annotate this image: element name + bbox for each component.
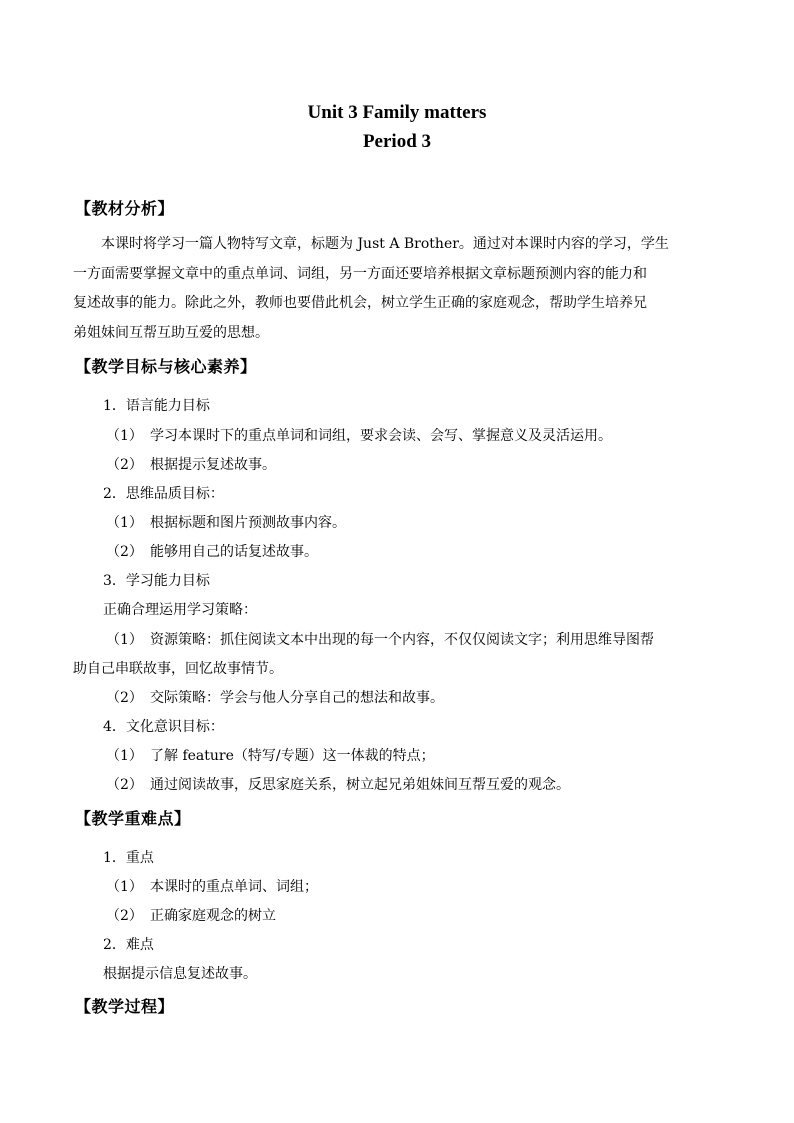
objective-item — [106, 745, 435, 765]
objective-item-continuation: 助自己串联故事，回忆故事情节。 — [73, 661, 283, 677]
objective-heading-thinking: 2．思维品质目标： — [103, 486, 224, 502]
item-text: 通过阅读故事，反思家庭关系，树立起兄弟姐妹间互帮互爱的观念。 — [150, 777, 570, 793]
item-marker: （2） — [106, 457, 143, 473]
document-subtitle: Period 3 — [362, 131, 432, 152]
item-text: 学习本课时下的重点单词和词组，要求会读、会写、掌握意义及灵活运用。 — [150, 428, 612, 444]
item-marker: （2） — [106, 544, 143, 560]
analysis-line: 一方面需要掌握文章中的重点单词、词组，另一方面还要培养根据文章标题预测内容的能力和 — [73, 265, 647, 282]
item-marker: （2） — [106, 777, 143, 793]
objective-heading-language: 1．语言能力目标 — [103, 398, 210, 414]
item-text: 根据标题和图片预测故事内容。 — [150, 515, 346, 531]
objective-intro: 正确合理运用学习策略： — [103, 602, 257, 618]
objective-item — [106, 629, 654, 649]
document-title: Unit 3 Family matters — [307, 102, 487, 123]
keypoint-item — [106, 876, 318, 896]
keypoint-item — [106, 905, 276, 925]
objective-item — [106, 541, 318, 561]
section-heading-process: 【教学过程】 — [75, 997, 175, 1016]
keypoint-heading-difficulty: 2．难点 — [103, 937, 154, 953]
section-heading-objectives: 【教学目标与核心素养】 — [75, 357, 257, 376]
item-text: 资源策略：抓住阅读文本中出现的每一个内容，不仅仅阅读文字；利用思维导图帮 — [150, 632, 654, 648]
item-text: 正确家庭观念的树立 — [150, 908, 276, 924]
objective-item — [106, 774, 570, 794]
analysis-paragraph — [73, 230, 721, 348]
item-marker: （1） — [106, 879, 143, 895]
objective-item — [106, 425, 612, 445]
item-marker: （1） — [106, 632, 143, 648]
objective-item — [106, 687, 444, 707]
section-heading-analysis: 【教材分析】 — [75, 199, 175, 218]
item-text: 根据提示复述故事。 — [150, 457, 276, 473]
objective-heading-culture: 4．文化意识目标： — [103, 719, 224, 735]
analysis-line: 复述故事的能力。除此之外，教师也要借此机会，树立学生正确的家庭观念，帮助学生培养兄 — [73, 295, 647, 311]
section-heading-keypoints: 【教学重难点】 — [75, 809, 191, 828]
item-text: 了解 feature（特写/专题）这一体裁的特点； — [150, 748, 435, 764]
item-text: 本课时的重点单词、词组； — [150, 879, 318, 895]
objective-item — [106, 512, 346, 532]
item-marker: （1） — [106, 515, 143, 531]
item-marker: （2） — [106, 908, 143, 924]
objective-heading-learning: 3．学习能力目标 — [103, 573, 210, 589]
item-marker: （1） — [106, 428, 143, 444]
objective-item — [106, 454, 276, 474]
item-text: 能够用自己的话复述故事。 — [150, 544, 318, 560]
analysis-line: 本课时将学习一篇人物特写文章，标题为 Just A Brother。通过对本课时内容的学习，学生 — [101, 236, 669, 252]
keypoint-heading-focus: 1．重点 — [103, 850, 154, 866]
item-marker: （1） — [106, 748, 143, 764]
item-marker: （2） — [106, 690, 143, 706]
item-text: 交际策略：学会与他人分享自己的想法和故事。 — [150, 690, 444, 706]
analysis-line: 弟姐妹间互帮互助互爱的思想。 — [73, 324, 269, 341]
keypoint-difficulty-text: 根据提示信息复述故事。 — [103, 966, 257, 982]
